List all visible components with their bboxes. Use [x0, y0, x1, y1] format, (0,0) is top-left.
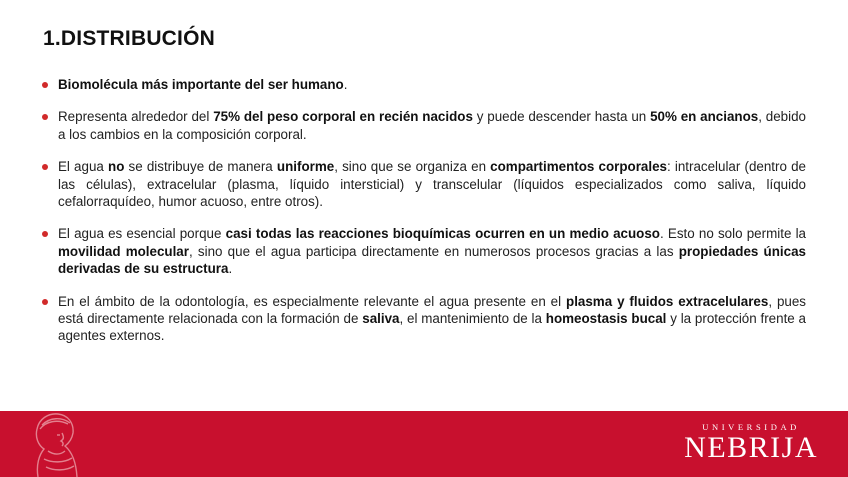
- bullet-text: , sino que se organiza en: [334, 159, 491, 175]
- bullet-text: .: [343, 77, 348, 92]
- bullet-bold-text: propiedades únicas derivadas de su estructura: [58, 243, 806, 277]
- bullet-text: El agua: [58, 159, 109, 175]
- footer-band: [0, 411, 848, 477]
- bullet-text: , sino que el agua participa directamente en numerosos procesos gracias a las: [188, 243, 679, 259]
- bullet-bold-text: homeostasis bucal: [545, 311, 667, 327]
- bullet-bold-text: 50% en ancianos: [650, 109, 759, 125]
- bullet-text: .: [228, 261, 233, 277]
- bullet-text: , el mantenimiento de la: [399, 311, 546, 327]
- bullet-dot-icon: [42, 299, 48, 305]
- bullet-bold-text: saliva: [362, 311, 400, 327]
- bullet-text: , debido a los cambios en la composición corporal.: [58, 109, 806, 142]
- bullet-bold-text: movilidad molecular: [58, 243, 189, 259]
- bullet-bold-text: uniforme: [276, 159, 335, 175]
- bullet-text: y la protección frente a agentes externos.: [58, 311, 806, 344]
- bullet-text: En el ámbito de la odontología, es especialmente relevante el agua presente en el: [58, 293, 567, 309]
- bullet-item: [40, 76, 806, 93]
- logo-university-text: UNIVERSIDAD: [702, 422, 800, 432]
- portrait-emblem-icon: [24, 411, 88, 477]
- logo-name-text: NEBRIJA: [684, 431, 818, 464]
- bullet-dot-icon: [42, 82, 48, 88]
- bullet-dot-icon: [42, 231, 48, 237]
- bullet-text: . Esto no solo permite la: [660, 226, 807, 242]
- bullet-item: [40, 225, 806, 277]
- bullet-text: Representa alrededor del: [58, 109, 214, 125]
- bullet-bold-text: plasma y fluidos extracelulares: [566, 293, 769, 309]
- bullet-item: [40, 293, 806, 345]
- bullet-bold-text: Biomolécula más importante del ser humano: [58, 77, 344, 92]
- bullet-text: y puede descender hasta un: [472, 109, 651, 125]
- bullet-bold-text: compartimentos corporales: [490, 159, 667, 175]
- bullet-bold-text: no: [108, 159, 125, 175]
- bullet-item: [40, 158, 806, 210]
- bullet-list: [40, 76, 806, 360]
- bullet-text: El agua es esencial porque: [58, 226, 226, 242]
- nebrija-logo: [684, 422, 818, 464]
- bullet-item: [40, 108, 806, 143]
- bullet-text: : intracelular (dentro de las células), extracelular (plasma, líquido intersticial) y transcelular (líquidos especializados como saliva, líquido cefalorraquídeo, humor acuoso, entre otros).: [58, 159, 806, 210]
- bullet-bold-text: casi todas las reacciones bioquímicas ocurren en un medio acuoso: [225, 226, 660, 242]
- bullet-bold-text: 75% del peso corporal en recién nacidos: [213, 109, 473, 125]
- slide-title: 1.DISTRIBUCIÓN: [43, 27, 215, 50]
- bullet-dot-icon: [42, 164, 48, 170]
- bullet-dot-icon: [42, 114, 48, 120]
- bullet-text: , pues está directamente relacionada con la formación de: [58, 293, 806, 327]
- bullet-text: se distribuye de manera: [124, 159, 277, 175]
